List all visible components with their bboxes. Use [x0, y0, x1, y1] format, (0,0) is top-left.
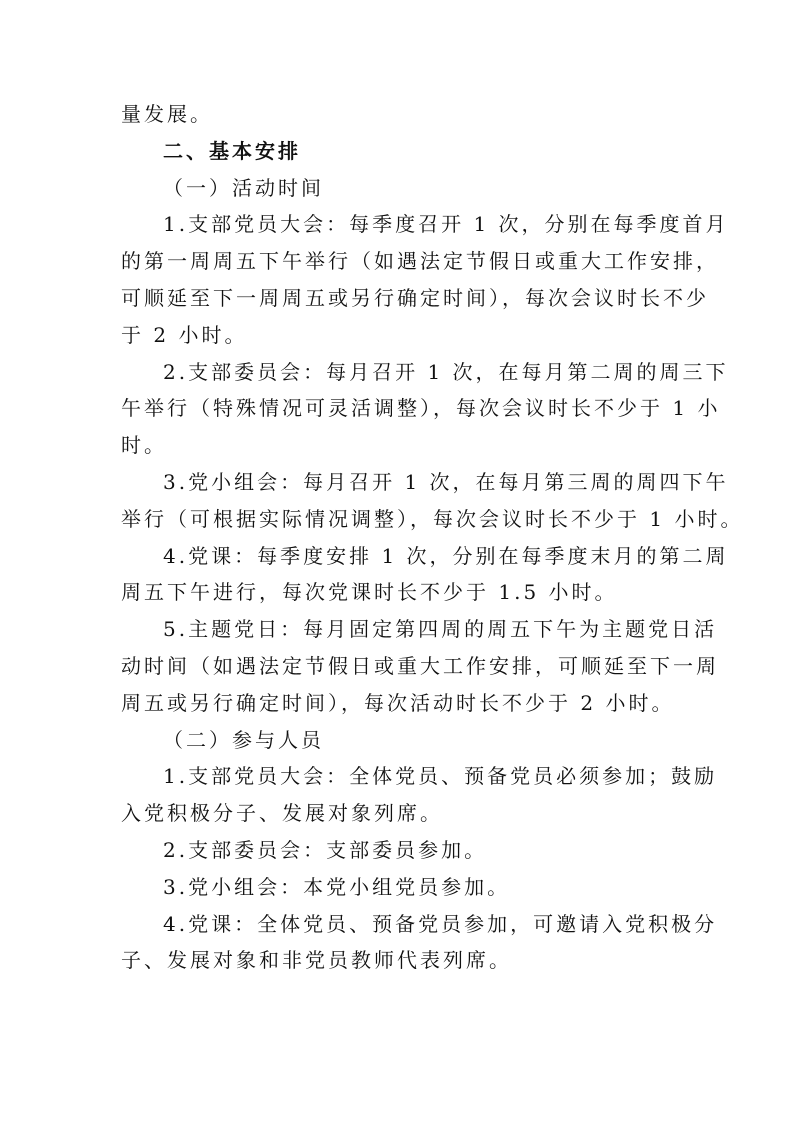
- subsection-heading: （一）活动时间: [163, 175, 324, 200]
- paragraph-line: 可顺延至下一周周五或另行确定时间），每次会议时长不少: [121, 285, 709, 310]
- paragraph-first-line: 1.支部党员大会：每季度召开 1 次，分别在每季度首月: [163, 212, 729, 237]
- paragraph-first-line: 2.支部委员会：每月召开 1 次，在每月第二周的周三下: [163, 359, 729, 384]
- paragraph-line: 子、发展对象和非党员教师代表列席。: [121, 948, 512, 973]
- paragraph-line: 周五下午进行，每次党课时长不少于 1.5 小时。: [121, 580, 618, 605]
- paragraph-first-line: 3.党小组会：每月召开 1 次，在每月第三周的周四下午: [163, 469, 729, 494]
- paragraph-line: 量发展。: [121, 102, 213, 126]
- paragraph-line: 午举行（特殊情况可灵活调整），每次会议时长不少于 1 小: [121, 396, 721, 421]
- paragraph-line: 周五或另行确定时间），每次活动时长不少于 2 小时。: [121, 690, 675, 715]
- paragraph-first-line: 4.党课：全体党员、预备党员参加，可邀请入党积极分: [163, 911, 718, 936]
- paragraph-line: 动时间（如遇法定节假日或重大工作安排，可顺延至下一周: [121, 653, 719, 678]
- subsection-heading: （二）参与人员: [163, 727, 324, 752]
- paragraph-first-line: 2.支部委员会：支部委员参加。: [163, 837, 488, 862]
- paragraph-line: 的第一周周五下午举行（如遇法定节假日或重大工作安排，: [121, 249, 719, 274]
- section-heading: 二、基本安排: [163, 138, 301, 163]
- document-page: [121, 96, 744, 979]
- paragraph-line: 于 2 小时。: [121, 322, 248, 347]
- paragraph-first-line: 3.党小组会：本党小组党员参加。: [163, 874, 511, 899]
- paragraph-line: 举行（可根据实际情况调整），每次会议时长不少于 1 小时。: [121, 506, 744, 531]
- paragraph-first-line: 4.党课：每季度安排 1 次，分别在每季度末月的第二周: [163, 543, 729, 568]
- paragraph-first-line: 1.支部党员大会：全体党员、预备党员必须参加；鼓励: [163, 764, 718, 789]
- paragraph-line: 时。: [121, 433, 167, 458]
- paragraph-line: 入党积极分子、发展对象列席。: [121, 801, 443, 826]
- paragraph-first-line: 5.主题党日：每月固定第四周的周五下午为主题党日活: [163, 617, 718, 642]
